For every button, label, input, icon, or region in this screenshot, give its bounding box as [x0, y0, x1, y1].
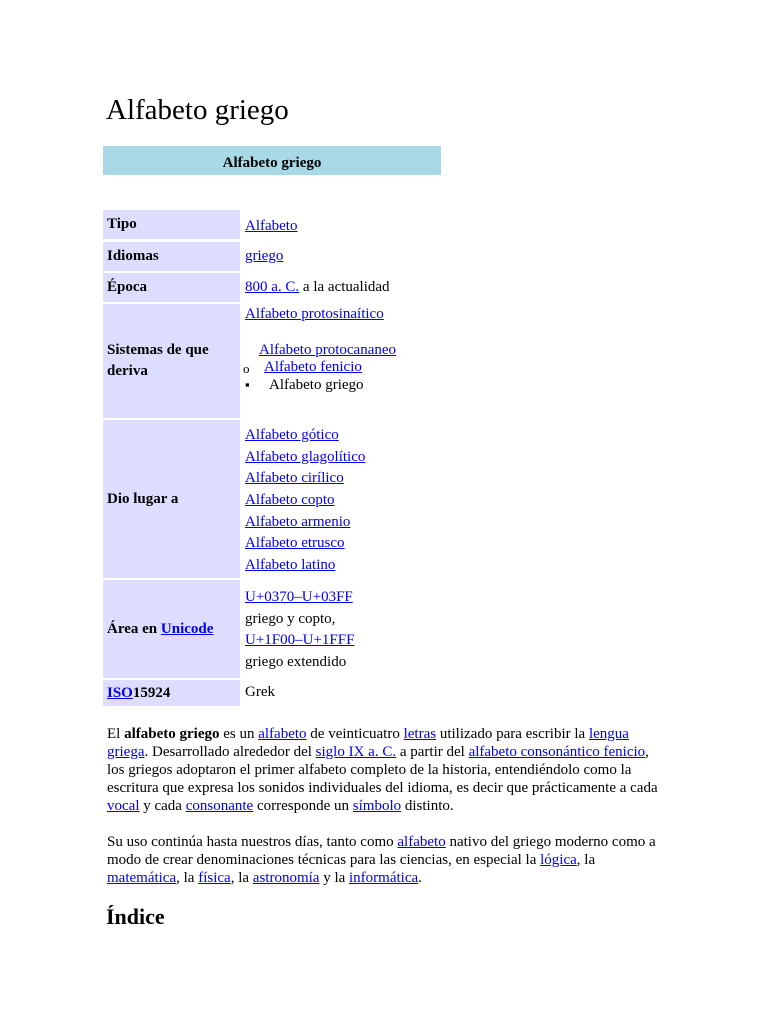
iso-number: 15924 — [132, 684, 171, 701]
link-consonante[interactable]: consonante — [185, 798, 254, 814]
sistemas-item-1 — [245, 304, 384, 325]
link-protocananeo[interactable]: Alfabeto protocananeo — [259, 342, 397, 358]
link-range-0370[interactable]: U+0370–U+03FF — [245, 589, 353, 605]
infobox-label-tipo: Tipo — [103, 210, 240, 239]
usage-paragraph: Su uso continúa hasta nuestros días, tanto como alfabeto nativo del griego moderno como a modo de crear denominaciones técnicas para las ciencias, en especial la lógica, la matemática, la física, la astronomía y la informática. — [107, 834, 656, 886]
unicode-desc-1: griego y copto, — [245, 610, 336, 627]
infobox-value-epoca — [245, 277, 390, 298]
page-title: Alfabeto griego — [106, 94, 289, 126]
infobox-value-iso: Grek — [245, 684, 275, 700]
link-unicode[interactable]: Unicode — [160, 620, 214, 637]
link-800-ac[interactable]: 800 a. C. — [245, 279, 300, 295]
unicode-desc-2: griego extendido — [245, 654, 347, 671]
link-glagolitico[interactable]: Alfabeto glagolítico — [245, 448, 366, 465]
link-protosinaitico[interactable]: Alfabeto protosinaítico — [245, 306, 384, 322]
link-alfabeto-p1[interactable]: alfabeto — [258, 726, 307, 742]
link-fenicio-consonantico[interactable]: alfabeto consonántico fenicio — [468, 744, 646, 760]
link-alfabeto[interactable]: Alfabeto — [245, 218, 298, 234]
infobox-label-unicode — [103, 580, 240, 678]
infobox-label-iso — [103, 680, 240, 706]
sistemas-item-4: Alfabeto griego — [269, 377, 364, 393]
link-letras[interactable]: letras — [403, 726, 437, 742]
link-copto[interactable]: Alfabeto copto — [245, 492, 335, 509]
square-bullet-icon: ▪ — [245, 377, 250, 392]
index-heading: Índice — [106, 904, 165, 929]
infobox-value-tipo — [245, 216, 297, 237]
bold-term: alfabeto griego — [124, 726, 220, 742]
link-range-1f00[interactable]: U+1F00–U+1FFF — [245, 632, 355, 649]
link-alfabeto-p2[interactable]: alfabeto — [397, 834, 446, 850]
link-siglo-ix[interactable]: siglo IX a. C. — [315, 744, 397, 760]
infobox-value-idiomas — [245, 246, 283, 267]
link-informatica[interactable]: informática — [349, 870, 419, 886]
link-fisica[interactable]: física — [198, 870, 231, 886]
infobox-label-sistemas: Sistemas de que deriva — [103, 304, 240, 418]
dio-lugar-list — [245, 425, 365, 577]
link-fenicio[interactable]: Alfabeto fenicio — [264, 359, 362, 375]
unicode-label-text: Área en — [107, 620, 158, 637]
epoca-text: a la actualidad — [299, 279, 390, 295]
link-logica[interactable]: lógica — [540, 852, 577, 868]
link-gotico[interactable]: Alfabeto gótico — [245, 427, 339, 443]
link-cirilico[interactable]: Alfabeto cirílico — [245, 470, 344, 487]
link-iso[interactable]: ISO — [107, 684, 133, 701]
infobox-label-dio-lugar: Dio lugar a — [103, 420, 240, 578]
link-astronomia[interactable]: astronomía — [252, 870, 320, 886]
unicode-values — [245, 587, 354, 674]
link-vocal[interactable]: vocal — [107, 798, 140, 814]
intro-paragraph: El alfabeto griego es un alfabeto de veinticuatro letras utilizado para escribir la lengua griega. Desarrollado alrededor del siglo IX a. C. a partir del alfabeto consonántico fenicio, los griegos adoptaron el primer alfabeto completo de la historia, entendiéndolo como la escritura que expresa los sonidos individuales del idioma, es decir que prácticamente a cada vocal y cada consonante corresponde un símbolo distinto. — [107, 726, 658, 814]
link-griego[interactable]: griego — [245, 248, 284, 264]
infobox-label-epoca: Época — [103, 273, 240, 302]
link-matematica[interactable]: matemática — [107, 870, 177, 886]
infobox-header: Alfabeto griego — [103, 146, 441, 175]
link-etrusco[interactable]: Alfabeto etrusco — [245, 535, 345, 552]
link-lengua-griega[interactable]: lengua griega — [107, 726, 629, 760]
link-latino[interactable]: Alfabeto latino — [245, 557, 336, 574]
link-simbolo[interactable]: símbolo — [352, 798, 402, 814]
infobox-label-idiomas: Idiomas — [103, 242, 240, 271]
link-armenio[interactable]: Alfabeto armenio — [245, 513, 351, 530]
circle-bullet-icon: o — [243, 361, 250, 376]
